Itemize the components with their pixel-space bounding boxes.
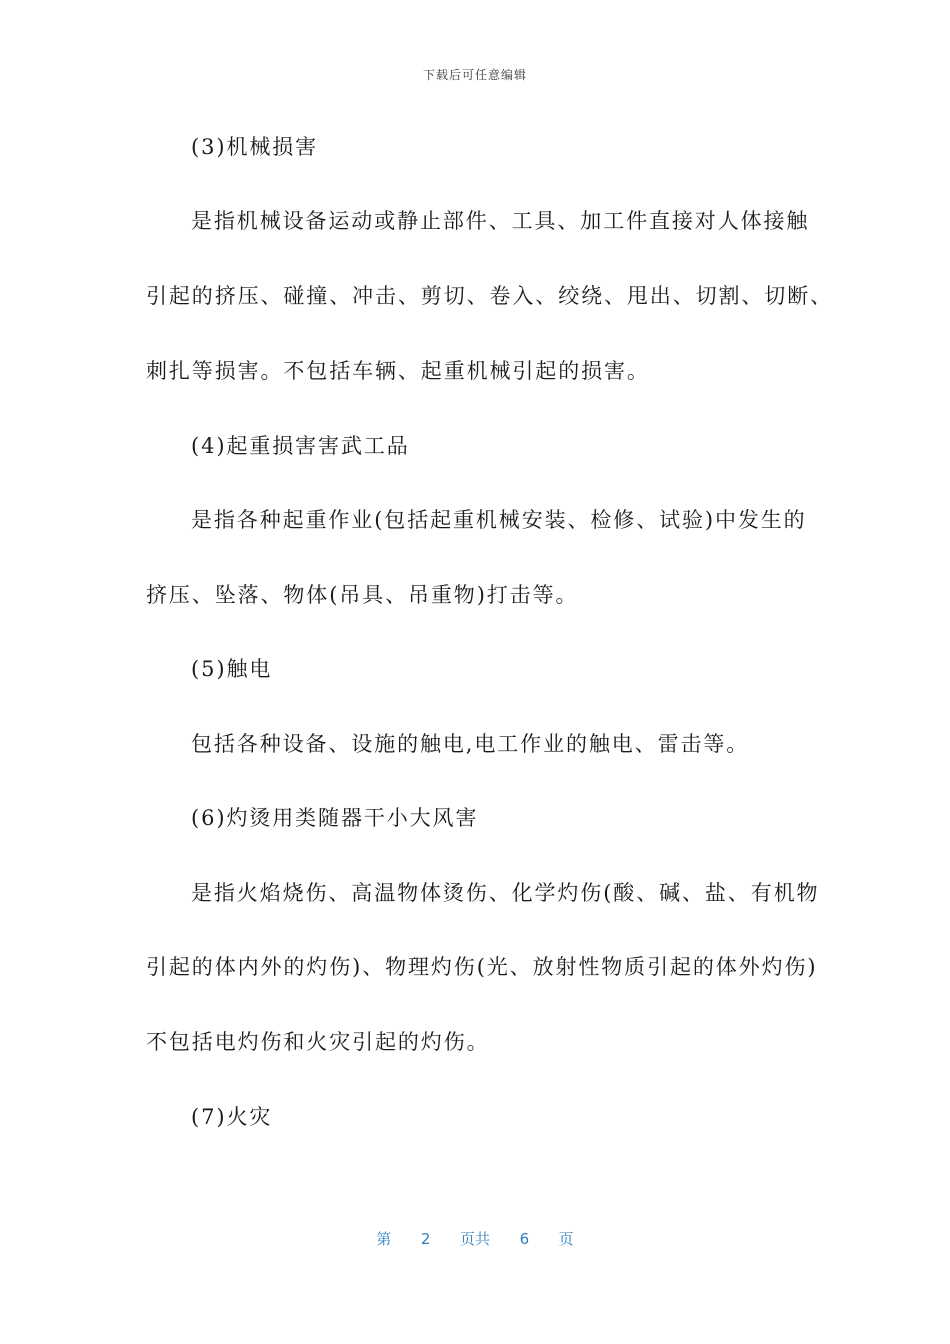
paragraph-line: 是指火焰烧伤、高温物体烫伤、化学灼伤(酸、碱、盐、有机物 bbox=[191, 881, 820, 905]
paragraph-line: 是指机械设备运动或静止部件、工具、加工件直接对人体接触 bbox=[191, 209, 810, 233]
section-heading-6: (6)灼烫用类随器干小大风害 bbox=[191, 806, 479, 830]
current-page-number: 2 bbox=[420, 1230, 431, 1248]
paragraph-line: 挤压、坠落、物体(吊具、吊重物)打击等。 bbox=[146, 583, 579, 607]
paragraph-line: 刺扎等损害。不包括车辆、起重机械引起的损害。 bbox=[146, 359, 650, 383]
header-note: 下载后可任意编辑 bbox=[422, 68, 527, 82]
paragraph-line: 不包括电灼伤和火灾引起的灼伤。 bbox=[146, 1030, 490, 1054]
footer-suffix: 页 bbox=[558, 1230, 574, 1248]
paragraph-line: 包括各种设备、设施的触电,电工作业的触电、雷击等。 bbox=[191, 732, 750, 756]
section-heading-7: (7)火灾 bbox=[191, 1105, 273, 1129]
paragraph-line: 是指各种起重作业(包括起重机械安装、检修、试验)中发生的 bbox=[191, 508, 807, 532]
paragraph-line: 引起的体内外的灼伤)、物理灼伤(光、放射性物质引起的体外灼伤) bbox=[146, 955, 818, 979]
section-heading-4: (4)起重损害害武工品 bbox=[191, 434, 410, 458]
paragraph-line: 引起的挤压、碰撞、冲击、剪切、卷入、绞绕、甩出、切割、切断、 bbox=[146, 284, 833, 308]
section-heading-5: (5)触电 bbox=[191, 657, 273, 681]
total-page-number: 6 bbox=[519, 1230, 530, 1248]
section-heading-3: (3)机械损害 bbox=[191, 135, 319, 159]
footer-mid: 页共 bbox=[459, 1230, 490, 1248]
footer-prefix: 第 bbox=[376, 1230, 392, 1248]
page-footer bbox=[0, 1228, 950, 1249]
